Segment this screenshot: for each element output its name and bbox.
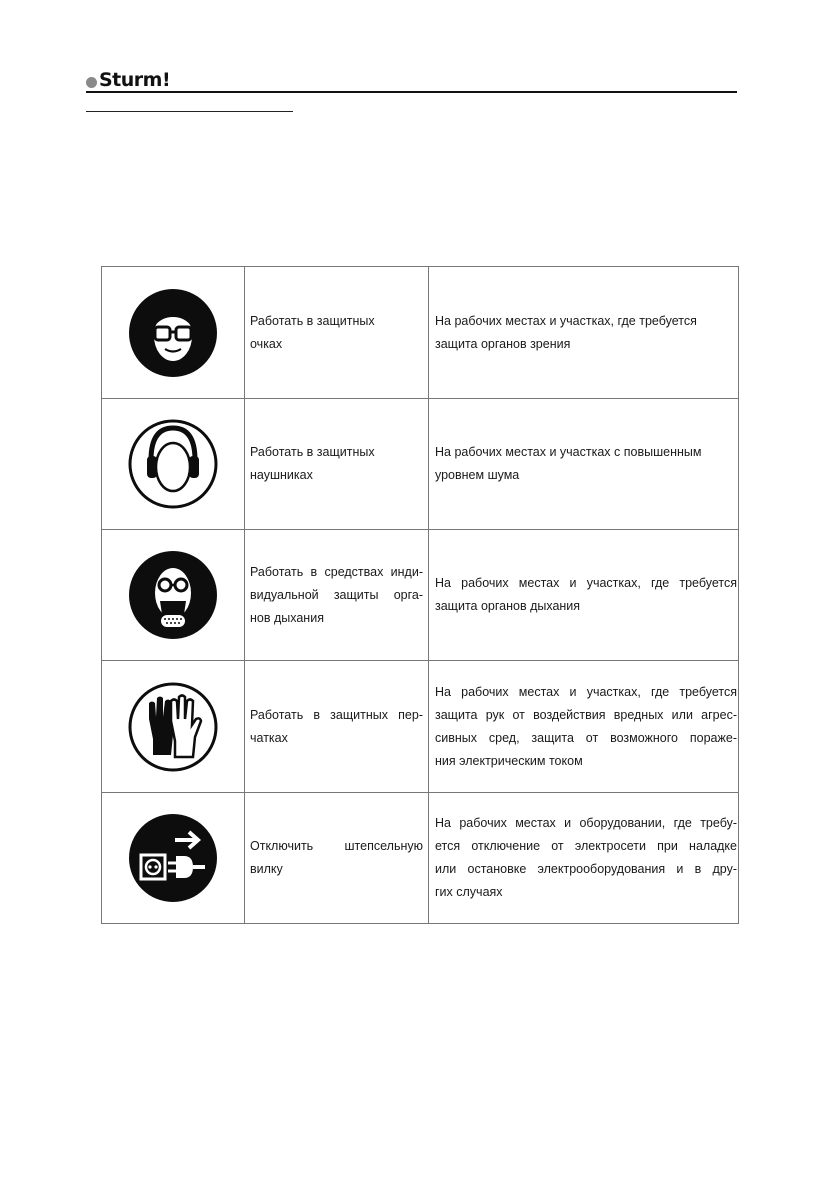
sign-cell	[102, 399, 245, 530]
where-cell: На рабочих местах и участках, где требуется защита рук от воздействия вредных или агрес- сивных сред, защита от возможного пораже- ния электрическим током	[429, 661, 739, 793]
logo-dot-icon	[86, 77, 97, 88]
sign-cell	[102, 530, 245, 661]
logo-text: Sturm!	[99, 69, 171, 91]
brand-logo	[86, 68, 170, 92]
table-row	[102, 530, 739, 661]
sign-cell	[102, 661, 245, 793]
sign-cell	[102, 267, 245, 399]
action-cell: Работать в защитных пер- чатках	[245, 661, 429, 793]
where-cell: На рабочих местах и участках, где требуется защита органов зрения	[429, 267, 739, 399]
section-rule	[86, 111, 293, 112]
where-cell: На рабочих местах и оборудовании, где требу- ется отключение от электросети при наладке или остановке электрооборудования и в дру- гих случаях	[429, 793, 739, 924]
table-row	[102, 399, 739, 530]
where-cell: На рабочих местах и участках с повышенным уровнем шума	[429, 399, 739, 530]
unplug-icon	[127, 812, 219, 904]
sign-cell	[102, 793, 245, 924]
goggles-icon	[127, 287, 219, 379]
header-rule	[86, 91, 737, 93]
ear-protection-icon	[127, 418, 219, 510]
gloves-icon	[127, 681, 219, 773]
where-cell: На рабочих местах и участках, где требуется защита органов дыхания	[429, 530, 739, 661]
action-cell: Работать в средствах инди- видуальной защиты орга- нов дыхания	[245, 530, 429, 661]
action-cell: Работать в защитных наушниках	[245, 399, 429, 530]
table-row	[102, 267, 739, 399]
action-cell: Отключить штепсельную вилку	[245, 793, 429, 924]
respirator-icon	[127, 549, 219, 641]
action-cell: Работать в защитных очках	[245, 267, 429, 399]
safety-signs-table	[101, 266, 739, 924]
page-header	[86, 68, 737, 94]
table-row	[102, 661, 739, 793]
table-row	[102, 793, 739, 924]
